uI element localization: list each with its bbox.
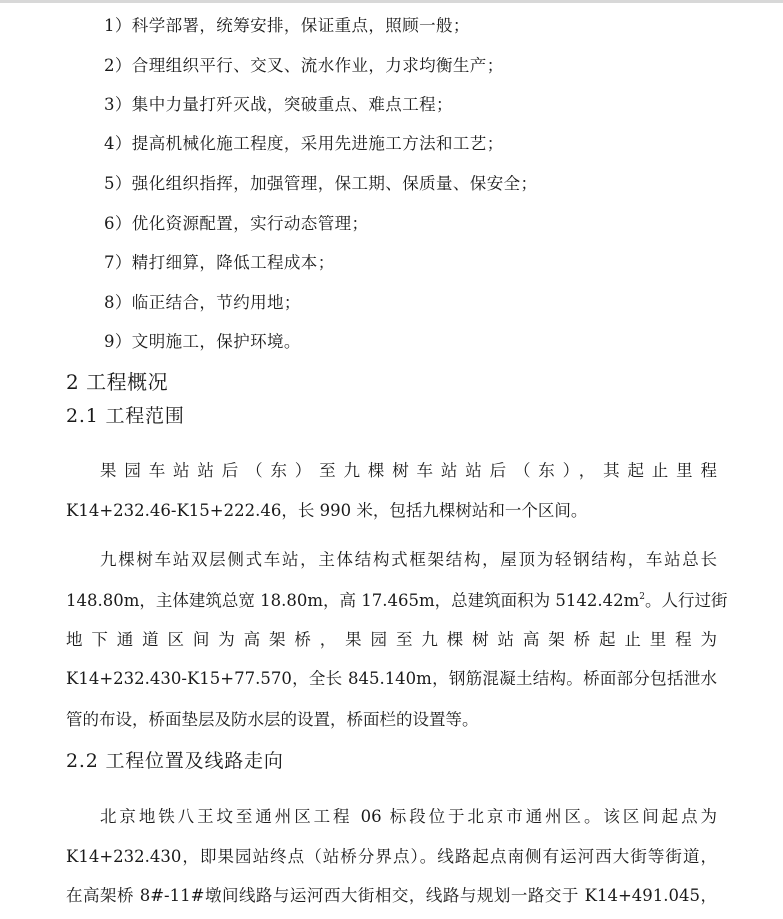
list-item: 1）科学部署，统筹安排，保证重点，照顾一般； bbox=[104, 16, 470, 35]
paragraph-line: 在高架桥 8#-11#墩间线路与运河西大街相交，线路与规划一路交于 K14+491.045， bbox=[66, 886, 717, 905]
superscript: 2 bbox=[639, 592, 645, 602]
paragraph-line: 管的布设，桥面垫层及防水层的设置，桥面栏的设置等。 bbox=[66, 710, 479, 729]
list-item: 2）合理组织平行、交叉、流水作业，力求均衡生产； bbox=[104, 56, 504, 75]
list-item: 7）精打细算，降低工程成本； bbox=[104, 253, 335, 272]
subsection-heading: 2.2 工程位置及线路走向 bbox=[66, 750, 284, 772]
list-item: 5）强化组织指挥，加强管理，保工期、保质量、保安全； bbox=[104, 174, 538, 193]
list-item: 6）优化资源配置，实行动态管理； bbox=[104, 214, 369, 233]
subsection-heading: 2.1 工程范围 bbox=[66, 405, 185, 427]
list-item: 9）文明施工，保护环境。 bbox=[104, 332, 301, 351]
page-top-edge bbox=[0, 0, 783, 3]
paragraph-line: 地下通道区间为高架桥，果园至九棵树站高架桥起止里程为 bbox=[66, 630, 717, 649]
list-item: 4）提高机械化施工程度，采用先进施工方法和工艺； bbox=[104, 134, 504, 153]
paragraph-line bbox=[66, 587, 728, 611]
list-item: 3）集中力量打歼灭战，突破重点、难点工程； bbox=[104, 95, 453, 114]
paragraph-line: 果园车站站后（东）至九棵树车站站后（东），其起止里程 bbox=[100, 461, 717, 480]
list-item: 8）临正结合，节约用地； bbox=[104, 293, 301, 312]
paragraph-line: 九棵树车站双层侧式车站，主体结构式框架结构，屋顶为轻钢结构，车站总长 bbox=[100, 550, 717, 569]
paragraph-line: K14+232.430-K15+77.570，全长 845.140m，钢筋混凝土结构。桥面部分包括泄水 bbox=[66, 669, 717, 688]
paragraph-text: 148.80m，主体建筑总宽 18.80m，高 17.465m，总建筑面积为 5142.42m bbox=[66, 591, 640, 610]
paragraph-line: K14+232.46-K15+222.46，长 990 米，包括九棵树站和一个区间。 bbox=[66, 501, 588, 520]
section-heading: 2 工程概况 bbox=[66, 370, 169, 394]
paragraph-line: 北京地铁八王坟至通州区工程 06 标段位于北京市通州区。该区间起点为 bbox=[100, 807, 717, 826]
paragraph-line: K14+232.430，即果园站终点（站桥分界点）。线路起点南侧有运河西大街等街道， bbox=[66, 847, 717, 866]
paragraph-text: 。人行过街 bbox=[645, 591, 728, 610]
